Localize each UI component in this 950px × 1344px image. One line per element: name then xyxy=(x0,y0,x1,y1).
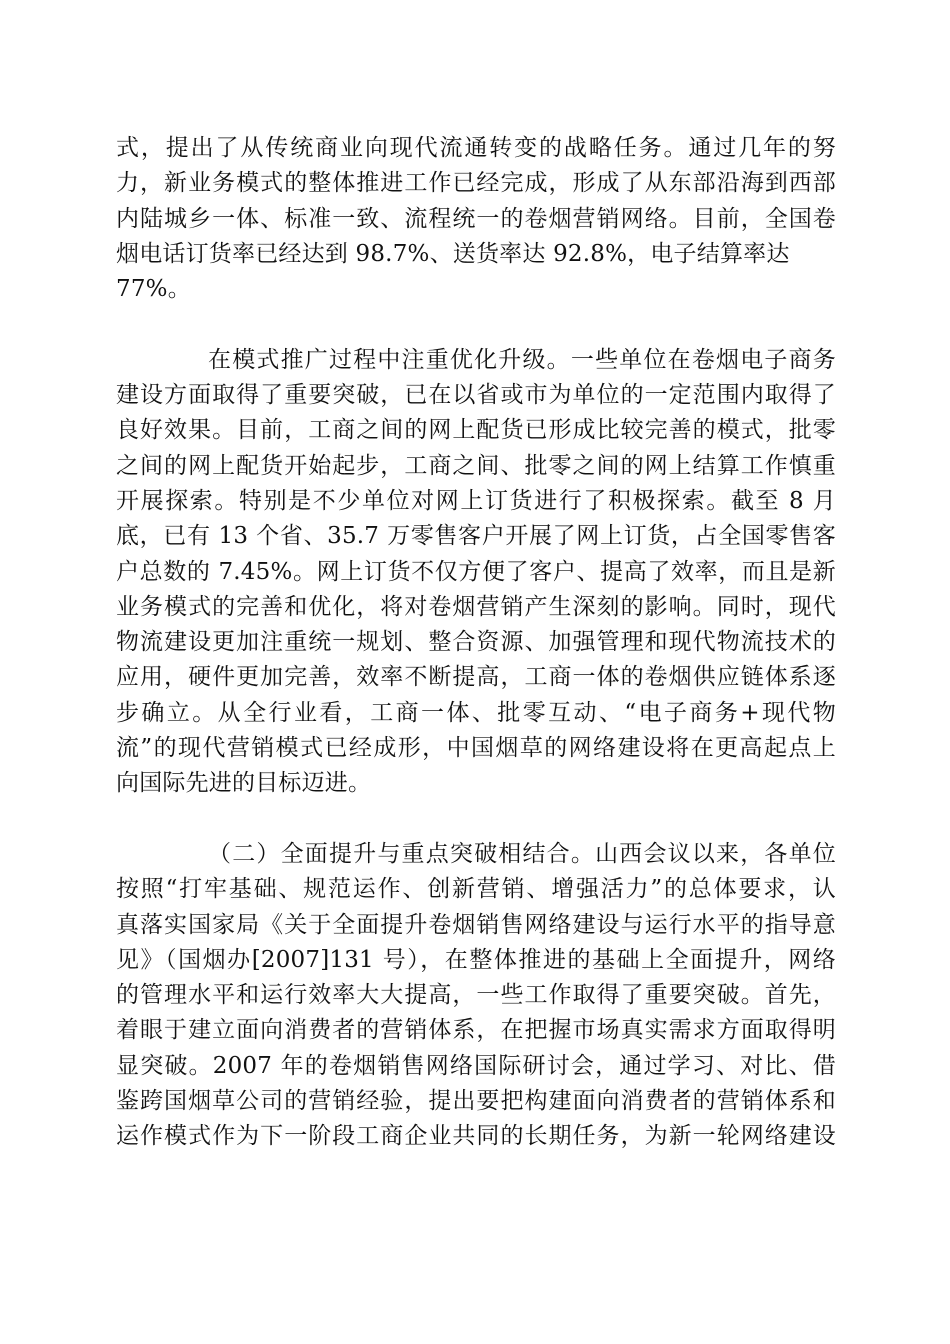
text-line: 物流建设更加注重统一规划、整合资源、加强管理和现代物流技术的 xyxy=(116,629,836,656)
text-line: 内陆城乡一体、标准一致、流程统一的卷烟营销网络。目前，全国卷 xyxy=(116,205,836,232)
text-line: 真落实国家局《关于全面提升卷烟销售网络建设与运行水平的指导意 xyxy=(116,911,836,938)
text-line: 显突破。2007 年的卷烟销售网络国际研讨会，通过学习、对比、借 xyxy=(116,1052,836,1079)
paragraph-gap xyxy=(116,307,836,342)
text-line: 着眼于建立面向消费者的营销体系，在把握市场真实需求方面取得明 xyxy=(116,1017,836,1044)
text-line: 在模式推广过程中注重优化升级。一些单位在卷烟电子商务 xyxy=(208,346,836,373)
text-line: 式，提出了从传统商业向现代流通转变的战略任务。通过几年的努 xyxy=(116,135,836,161)
text-line: （二）全面提升与重点突破相结合。山西会议以来，各单位 xyxy=(208,840,836,867)
text-line: 力，新业务模式的整体推进工作已经完成，形成了从东部沿海到西部 xyxy=(116,170,836,197)
document-page xyxy=(116,131,836,1155)
text-line: 的管理水平和运行效率大大提高，一些工作取得了重要突破。首先， xyxy=(116,982,836,1009)
text-line: 流”的现代营销模式已经成形，中国烟草的网络建设将在更高起点上 xyxy=(116,735,836,762)
paragraph-3 xyxy=(116,837,836,1155)
text-line: 开展探索。特别是不少单位对网上订货进行了积极探索。截至 8 月 xyxy=(116,487,836,514)
text-line: 运作模式作为下一阶段工商企业共同的长期任务，为新一轮网络建设 xyxy=(116,1123,836,1150)
text-line: 烟电话订货率已经达到 98.7%、送货率达 92.8%，电子结算率达 xyxy=(116,240,790,267)
text-line: 按照“打牢基础、规范运作、创新营销、增强活力”的总体要求，认 xyxy=(116,876,836,903)
text-line: 见》（国烟办[2007]131 号），在整体推进的基础上全面提升，网络 xyxy=(116,946,836,973)
text-line: 应用，硬件更加完善，效率不断提高，工商一体的卷烟供应链体系逐 xyxy=(116,664,836,691)
text-line: 向国际先进的目标迈进。 xyxy=(116,770,372,797)
paragraph-1 xyxy=(116,131,836,307)
text-line: 业务模式的完善和优化，将对卷烟营销产生深刻的影响。同时，现代 xyxy=(116,593,836,620)
text-line: 鉴跨国烟草公司的营销经验，提出要把构建面向消费者的营销体系和 xyxy=(116,1088,836,1115)
paragraph-2 xyxy=(116,343,836,802)
text-line: 底，已有 13 个省、35.7 万零售客户开展了网上订货，占全国零售客 xyxy=(116,523,836,550)
paragraph-gap xyxy=(116,802,836,837)
text-line: 步确立。从全行业看，工商一体、批零互动、“电子商务+现代物 xyxy=(116,699,836,726)
text-line: 77%。 xyxy=(116,276,191,303)
text-line: 户总数的 7.45%。网上订货不仅方便了客户、提高了效率，而且是新 xyxy=(116,558,836,585)
text-line: 良好效果。目前，工商之间的网上配货已形成比较完善的模式，批零 xyxy=(116,417,836,444)
text-line: 建设方面取得了重要突破，已在以省或市为单位的一定范围内取得了 xyxy=(116,382,836,409)
text-line: 之间的网上配货开始起步，工商之间、批零之间的网上结算工作慎重 xyxy=(116,452,836,479)
